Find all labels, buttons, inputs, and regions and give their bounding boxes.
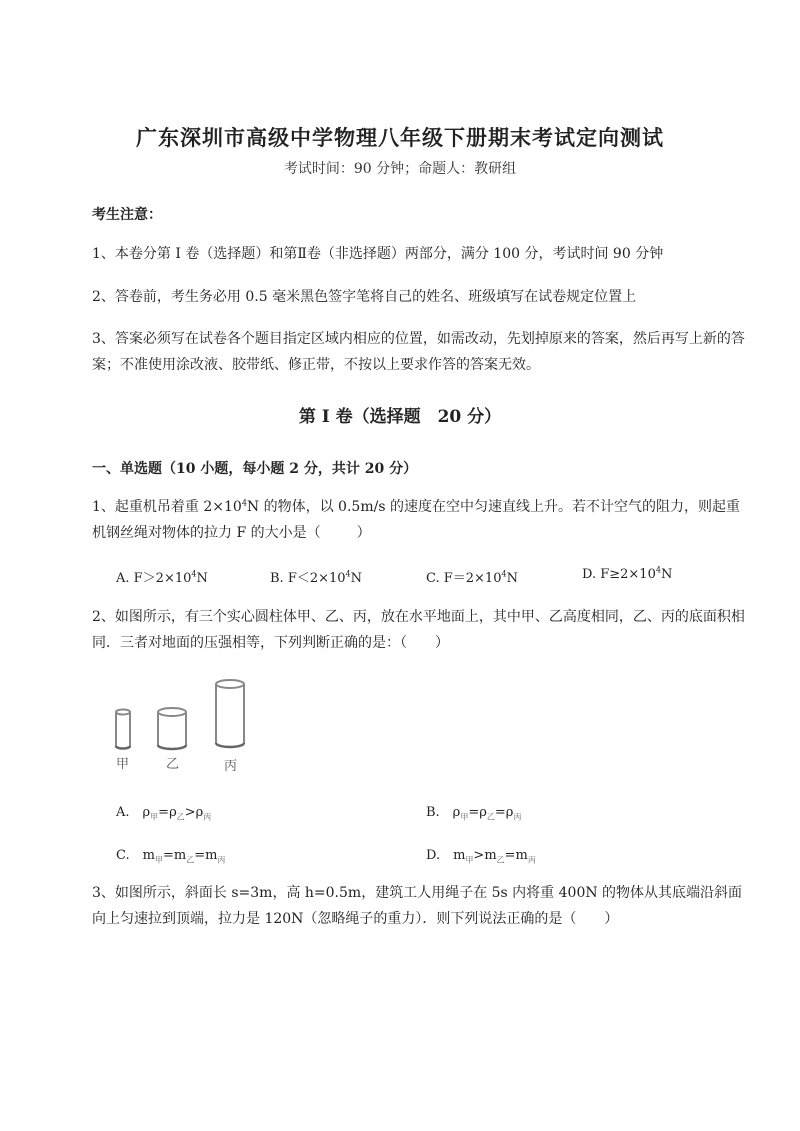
notice-heading: 考生注意： xyxy=(92,207,162,223)
notice-item-2: 2、答卷前，考生务必用 0.5 毫米黑色签字笔将自己的姓名、班级填写在试卷规定位置上 xyxy=(92,289,637,305)
question-3-text: 3、如图所示，斜面长 s=3m，高 h=0.5m，建筑工人用绳子在 5s 内将重 400N 的物体从其底端沿斜面向上匀速拉到顶端，拉力是 120N（忽略绳子的重力）．则下列说法正确的是（ ） xyxy=(92,885,743,927)
section-title: 第 I 卷（选择题 20 分） xyxy=(298,407,502,427)
q2-option-b[interactable]: B. $\rho_甲=\rho_乙=\rho_丙$ xyxy=(426,805,522,822)
question-2-text: 2、如图所示，有三个实心圆柱体甲、乙、丙，放在水平地面上，其中甲、乙高度相同，乙、丙的底面积相同．三者对地面的压强相等，下列判断正确的是：（ ） xyxy=(92,609,745,651)
q1-option-a[interactable]: A. $F>2\times 10^4N$ xyxy=(116,569,208,586)
q2-option-c[interactable]: C. $m_甲=m_乙=m_丙$ xyxy=(116,848,226,865)
figure-label-bing: 丙 xyxy=(224,759,238,774)
cylinder-jia xyxy=(116,710,130,749)
q2-option-a[interactable]: A. $\rho_甲=\rho_乙>\rho_丙$ xyxy=(116,805,212,822)
exam-subtitle: 考试时间：90 分钟；命题人：教研组 xyxy=(283,161,517,177)
q1-option-c[interactable]: C. $F=2\times 10^4N$ xyxy=(426,569,518,586)
question-1-text: 1、起重机吊着重 $2\times 10^4N$ 的物体，以 0.5m/s 的速度在空中匀速直线上升。若不计空气的阻力，则起重机钢丝绳对物体的拉力 F 的大小是（ ） xyxy=(92,498,740,541)
notice-item-3: 3、答案必须写在试卷各个题目指定区域内相应的位置，如需改动，先划掉原来的答案，然后再写上新的答案；不准使用涂改液、胶带纸、修正带，不按以上要求作答的答案无效。 xyxy=(92,331,745,373)
figure-label-yi: 乙 xyxy=(166,757,180,772)
cylinders-figure xyxy=(100,672,280,782)
q1-option-d[interactable]: D. $F\ge 2\times 10^4N$ xyxy=(582,565,673,582)
exam-title: 广东深圳市高级中学物理八年级下册期末考试定向测试 xyxy=(136,125,664,150)
cylinder-bing xyxy=(216,680,244,747)
figure-label-jia: 甲 xyxy=(116,757,130,772)
q1-option-b[interactable]: B. $F<2\times 10^4N$ xyxy=(270,569,363,586)
notice-item-1: 1、本卷分第 I 卷（选择题）和第Ⅱ卷（非选择题）两部分，满分 100 分，考试时间 90 分钟 xyxy=(92,246,664,262)
part-heading: 一、单选题（10 小题，每小题 2 分，共计 20 分） xyxy=(92,461,418,477)
cylinder-yi xyxy=(158,708,186,749)
q2-option-d[interactable]: D. $m_甲>m_乙=m_丙$ xyxy=(426,848,536,865)
